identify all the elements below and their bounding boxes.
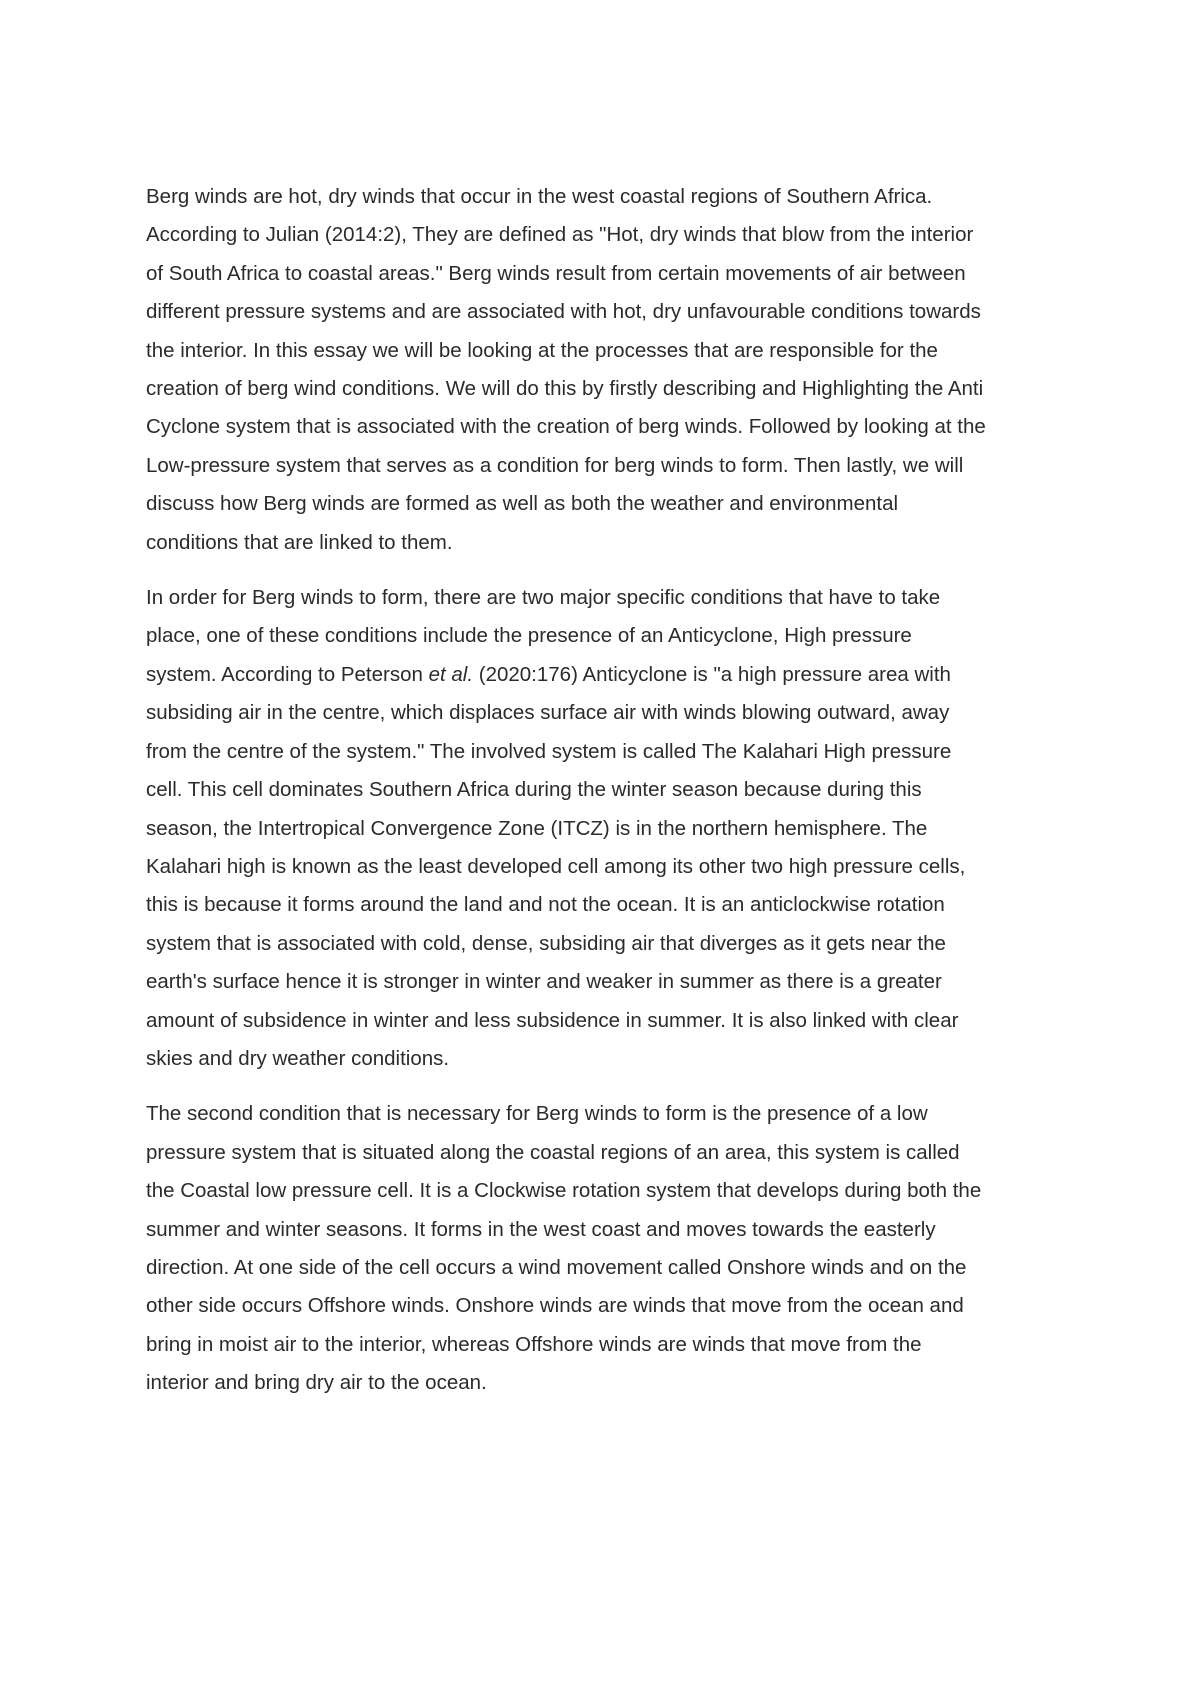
text-line: pressure system that is situated along the coastal regions of an area, this system is called	[146, 1140, 960, 1164]
text-line: amount of subsidence in winter and less subsidence in summer. It is also linked with clear	[146, 1008, 959, 1032]
text-line: creation of berg wind conditions. We will do this by firstly describing and Highlighting the Anti	[146, 377, 984, 401]
citation-italic: et al.	[428, 662, 474, 686]
text-line: subsiding air in the centre, which displaces surface air with winds blowing outward, away	[146, 701, 950, 725]
text-line: the interior. In this essay we will be looking at the processes that are responsible for the	[146, 338, 938, 362]
text-line: system that is associated with cold, dense, subsiding air that diverges as it gets near the	[146, 931, 946, 955]
text-line	[146, 656, 1076, 694]
text-line: interior and bring dry air to the ocean.	[146, 1371, 487, 1395]
text-line: Low-pressure system that serves as a condition for berg winds to form. Then lastly, we will	[146, 453, 964, 477]
text-line: direction. At one side of the cell occurs a wind movement called Onshore winds and on the	[146, 1255, 967, 1279]
paragraph-introduction	[146, 178, 1076, 562]
text-line: season, the Intertropical Convergence Zone (ITCZ) is in the northern hemisphere. The	[146, 816, 928, 840]
text-line: place, one of these conditions include the presence of an Anticyclone, High pressure	[146, 624, 912, 648]
text-line: conditions that are linked to them.	[146, 530, 453, 554]
text-line: the Coastal low pressure cell. It is a Clockwise rotation system that develops during both the	[146, 1179, 982, 1203]
text-line: In order for Berg winds to form, there are two major specific conditions that have to take	[146, 586, 941, 610]
text-line: other side occurs Offshore winds. Onshore winds are winds that move from the ocean and	[146, 1294, 964, 1318]
text-line: Kalahari high is known as the least developed cell among its other two high pressure cells,	[146, 854, 966, 878]
text-segment: (2020:176) Anticyclone is "a high pressure area with	[478, 662, 951, 686]
text-line: The second condition that is necessary for Berg winds to form is the presence of a low	[146, 1102, 928, 1126]
text-line: summer and winter seasons. It forms in the west coast and moves towards the easterly	[146, 1217, 936, 1241]
text-line: Cyclone system that is associated with the creation of berg winds. Followed by looking at the	[146, 415, 986, 439]
paragraph-low-pressure	[146, 1095, 1076, 1402]
text-line: Berg winds are hot, dry winds that occur in the west coastal regions of Southern Africa.	[146, 185, 933, 208]
text-line: According to Julian (2014:2), They are defined as "Hot, dry winds that blow from the interior	[146, 223, 974, 247]
text-line: skies and dry weather conditions.	[146, 1046, 450, 1070]
document-body	[146, 178, 1076, 1420]
text-segment: system. According to Peterson	[146, 662, 423, 686]
text-line: different pressure systems and are associated with hot, dry unfavourable conditions towards	[146, 300, 981, 324]
text-line: of South Africa to coastal areas." Berg winds result from certain movements of air between	[146, 261, 966, 285]
text-line: from the centre of the system." The involved system is called The Kalahari High pressure	[146, 739, 952, 763]
text-line: discuss how Berg winds are formed as well as both the weather and environmental	[146, 492, 899, 516]
paragraph-anticyclone	[146, 579, 1076, 1078]
text-line: this is because it forms around the land and not the ocean. It is an anticlockwise rotation	[146, 893, 945, 917]
text-line: cell. This cell dominates Southern Africa during the winter season because during this	[146, 778, 922, 802]
text-line: bring in moist air to the interior, whereas Offshore winds are winds that move from the	[146, 1332, 922, 1356]
text-line: earth's surface hence it is stronger in winter and weaker in summer as there is a greater	[146, 970, 942, 994]
